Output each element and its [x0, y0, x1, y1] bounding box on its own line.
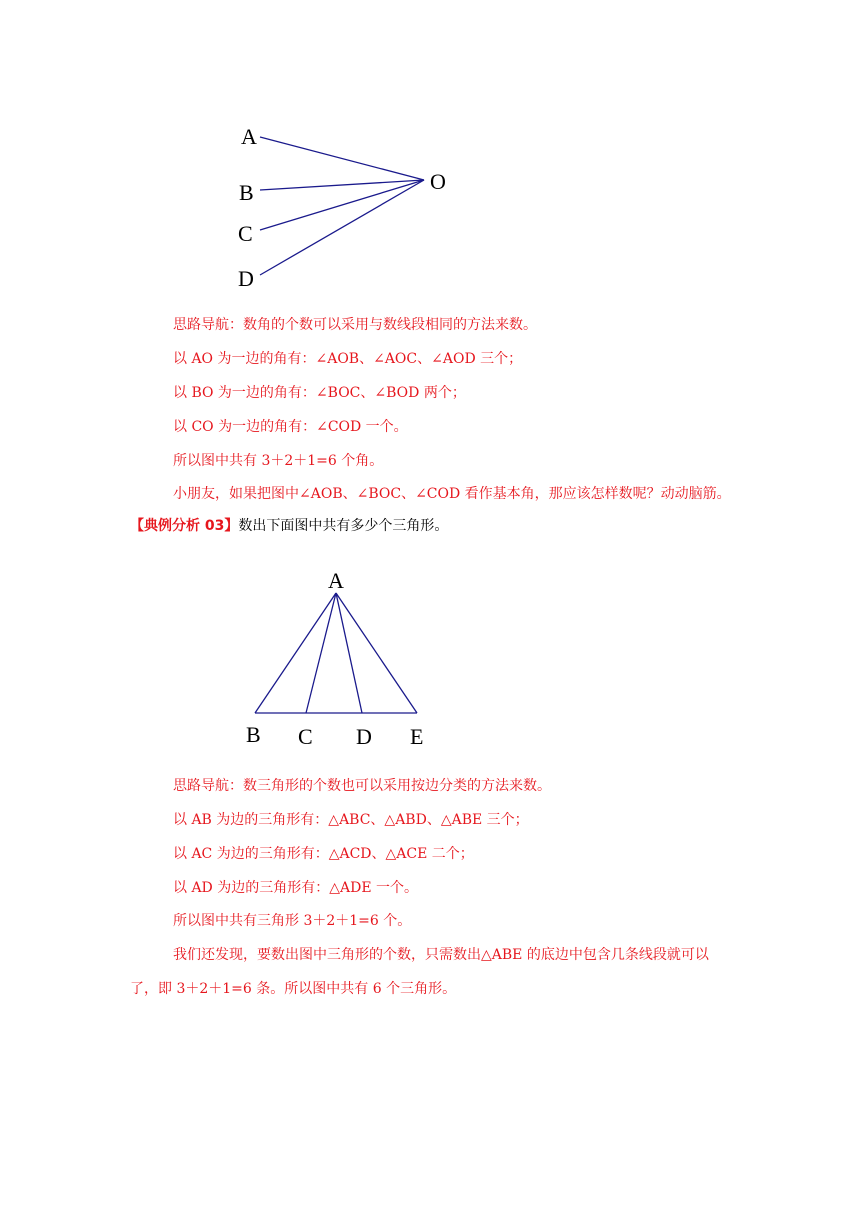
triangle-hint-line-3: 以 AC 为边的三角形有：△ACD、△ACE 二个； — [173, 846, 474, 862]
side-ad — [336, 593, 362, 713]
hint-line-3: 以 BO 为一边的角有：∠BOC、∠BOD 两个； — [173, 385, 466, 401]
label-o: O — [430, 169, 446, 194]
triangle-hint-line-4: 以 AD 为边的三角形有：△ADE 一个。 — [173, 880, 419, 896]
side-ab — [255, 593, 336, 713]
label-e: E — [410, 724, 424, 749]
example-question: 数出下面图中共有多少个三角形。 — [238, 518, 449, 534]
label-b: B — [239, 180, 254, 205]
hint-line-5: 所以图中共有 3＋2＋1=6 个角。 — [173, 453, 384, 469]
conclusion-paragraph: 我们还发现，要数出图中三角形的个数，只需数出△ABE 的底边中包含几条线段就可以了，即 3＋2＋1=6 条。所以图中共有 6 个三角形。 — [130, 947, 709, 997]
side-ac — [306, 593, 336, 713]
label-d: D — [356, 724, 372, 749]
hint-line-1: 思路导航：数角的个数可以采用与数线段相同的方法来数。 — [173, 317, 537, 333]
example-tag: 【典例分析 03】 — [130, 518, 239, 534]
hint-line-2: 以 AO 为一边的角有：∠AOB、∠AOC、∠AOD 三个； — [173, 351, 523, 367]
label-d: D — [238, 266, 254, 291]
triangle-hint-line-5: 所以图中共有三角形 3＋2＋1=6 个。 — [173, 913, 412, 929]
label-b: B — [246, 722, 261, 747]
label-c: C — [238, 221, 253, 246]
label-a: A — [328, 568, 344, 593]
hint-line-6: 小朋友，如果把图中∠AOB、∠BOC、∠COD 看作基本角，那应该怎样数呢？动动脑筋。 — [173, 486, 731, 502]
label-c: C — [298, 724, 313, 749]
label-a: A — [241, 124, 257, 149]
hint-line-4: 以 CO 为一边的角有：∠COD 一个。 — [173, 419, 408, 435]
triangle-hint-line-1: 思路导航：数三角形的个数也可以采用按边分类的方法来数。 — [173, 778, 551, 794]
triangle-hint-line-2: 以 AB 为边的三角形有：△ABC、△ABD、△ABE 三个； — [173, 812, 529, 828]
side-ae — [336, 593, 417, 713]
